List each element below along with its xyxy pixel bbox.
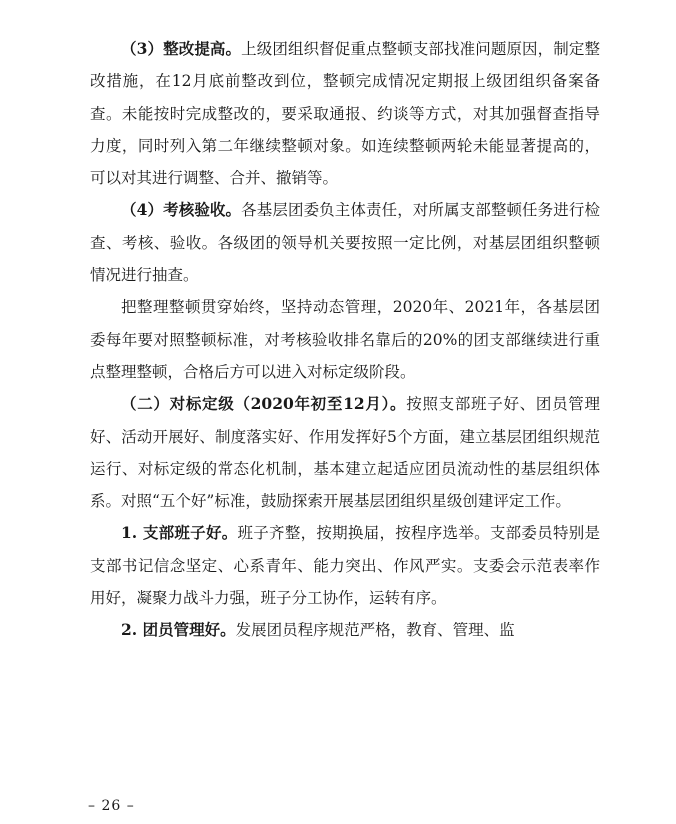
body-text [90, 33, 600, 647]
paragraph-heading: 1. 支部班子好。 [121, 523, 238, 543]
paragraph-dynamic-management [90, 291, 600, 388]
paragraph-heading: （3）整改提高。 [121, 39, 242, 58]
paragraph-text: 各基层团委负主体责任，对所属支部整顿任务进行检查、考核、验收。各级团的领导机关要按照一定比例，对基层团组织整顿情况进行抽查。 [90, 201, 600, 285]
page-number: – 26 – [88, 798, 135, 814]
paragraph-text: 发展团员程序规范严格，教育、管理、监 [235, 621, 515, 640]
paragraph-branch-leadership [90, 517, 600, 614]
paragraph-text: 把整理整顿贯穿始终，坚持动态管理，2020年、2021年，各基层团委每年要对照整顿标准，对考核验收排名靠后的20%的团支部继续进行重点整理整顿，合格后方可以进入对标定级阶段。 [90, 298, 600, 381]
paragraph-assessment [90, 194, 600, 291]
paragraph-heading: 2. 团员管理好。 [121, 620, 236, 640]
paragraph-member-management [90, 614, 600, 646]
paragraph-rectification [90, 33, 600, 194]
paragraph-text: 班子齐整，按期换届，按程序选举。支部委员特别是支部书记信念坚定、心系青年、能力突出、作风严实。支委会示范表率作用好，凝聚力战斗力强，班子分工协作，运转有序。 [90, 524, 600, 608]
paragraph-text: 上级团组织督促重点整顿支部找准问题原因，制定整改措施，在12月底前整改到位，整顿完成情况定期报上级团组织备案备查。未能按时完成整改的，要采取通报、约谈等方式，对其加强督查指导力度，同时列入第二年继续整顿对象。如连续整顿两轮未能显著提高的，可以对其进行调整、合并、撤销等。 [90, 40, 600, 188]
paragraph-benchmark-grading [90, 388, 600, 517]
paragraph-text: 按照支部班子好、团员管理好、活动开展好、制度落实好、作用发挥好5个方面，建立基层团组织规范运行、对标定级的常态化机制，基本建立起适应团员流动性的基层组织体系。对照“五个好”标准，鼓励探索开展基层团组织星级创建评定工作。 [90, 395, 600, 511]
paragraph-heading: （二）对标定级（2020年初至12月）。 [121, 394, 407, 414]
paragraph-heading: （4）考核验收。 [121, 200, 242, 220]
